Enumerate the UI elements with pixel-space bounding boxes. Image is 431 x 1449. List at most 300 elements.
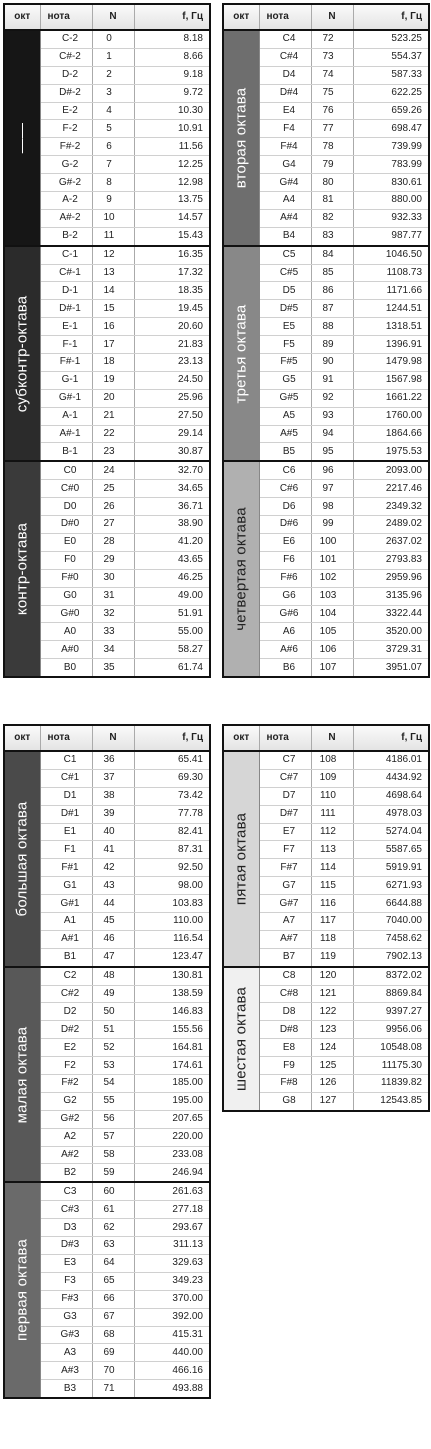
- note-number: 112: [311, 823, 353, 841]
- note-frequency: 1244.51: [353, 300, 429, 318]
- note-number: 117: [311, 913, 353, 931]
- note-frequency: 659.26: [353, 102, 429, 120]
- octave-label: контр-октава: [13, 523, 31, 616]
- note-number: 41: [92, 841, 134, 859]
- header-freq: f, Гц: [353, 725, 429, 751]
- note-number: 122: [311, 1003, 353, 1021]
- note-frequency: 58.27: [134, 641, 210, 659]
- note-name: F#-2: [40, 138, 92, 156]
- note-number: 78: [311, 138, 353, 156]
- note-frequency: 1108.73: [353, 264, 429, 282]
- note-number: 83: [311, 227, 353, 245]
- note-number: 10: [92, 209, 134, 227]
- note-number: 75: [311, 84, 353, 102]
- note-number: 127: [311, 1092, 353, 1110]
- note-frequency: 5274.04: [353, 823, 429, 841]
- note-frequency: 3135.96: [353, 587, 429, 605]
- note-number: 93: [311, 407, 353, 425]
- table-row: [223, 461, 429, 479]
- note-number: 64: [92, 1254, 134, 1272]
- note-number: 67: [92, 1308, 134, 1326]
- note-number: 24: [92, 461, 134, 479]
- note-frequency: 554.37: [353, 48, 429, 66]
- note-frequency: 5919.91: [353, 859, 429, 877]
- note-frequency: 12543.85: [353, 1092, 429, 1110]
- note-frequency: 155.56: [134, 1021, 210, 1039]
- note-frequency: 1171.66: [353, 282, 429, 300]
- note-name: G#3: [40, 1326, 92, 1344]
- note-name: C#-1: [40, 264, 92, 282]
- note-number: 50: [92, 1003, 134, 1021]
- note-frequency: 932.33: [353, 209, 429, 227]
- note-name: G#1: [40, 895, 92, 913]
- note-number: 54: [92, 1075, 134, 1093]
- note-number: 40: [92, 823, 134, 841]
- note-number: 116: [311, 895, 353, 913]
- note-frequency: 311.13: [134, 1237, 210, 1255]
- note-number: 60: [92, 1182, 134, 1200]
- note-number: 51: [92, 1021, 134, 1039]
- note-number: 113: [311, 841, 353, 859]
- note-number: 62: [92, 1219, 134, 1237]
- note-number: 114: [311, 859, 353, 877]
- note-number: 110: [311, 787, 353, 805]
- note-name: E-1: [40, 318, 92, 336]
- note-name: F1: [40, 841, 92, 859]
- note-frequency: 880.00: [353, 192, 429, 210]
- note-number: 30: [92, 569, 134, 587]
- note-number: 109: [311, 769, 353, 787]
- octave-cell: [223, 967, 259, 1111]
- table-row: [223, 751, 429, 769]
- note-number: 90: [311, 354, 353, 372]
- note-name: G#5: [259, 389, 311, 407]
- octave-cell: [4, 246, 40, 462]
- note-frequency: 277.18: [134, 1201, 210, 1219]
- note-name: F4: [259, 120, 311, 138]
- note-frequency: 2093.00: [353, 461, 429, 479]
- note-name: D0: [40, 498, 92, 516]
- note-number: 53: [92, 1057, 134, 1075]
- note-name: A#5: [259, 425, 311, 443]
- note-frequency: 19.45: [134, 300, 210, 318]
- note-name: A#-1: [40, 425, 92, 443]
- note-name: C#8: [259, 985, 311, 1003]
- note-name: F#2: [40, 1075, 92, 1093]
- note-name: D8: [259, 1003, 311, 1021]
- note-number: 21: [92, 407, 134, 425]
- note-name: E1: [40, 823, 92, 841]
- note-number: 66: [92, 1290, 134, 1308]
- note-frequency: 233.08: [134, 1146, 210, 1164]
- note-name: C4: [259, 30, 311, 48]
- note-table: [222, 724, 430, 1112]
- note-name: B5: [259, 443, 311, 461]
- octave-cell: [223, 30, 259, 246]
- note-name: D#2: [40, 1021, 92, 1039]
- note-frequency: 13.75: [134, 192, 210, 210]
- note-frequency: 4434.92: [353, 769, 429, 787]
- note-number: 98: [311, 498, 353, 516]
- note-frequency: 4978.03: [353, 805, 429, 823]
- note-frequency: 21.83: [134, 336, 210, 354]
- note-name: D#7: [259, 805, 311, 823]
- note-name: A#7: [259, 930, 311, 948]
- note-name: G-2: [40, 156, 92, 174]
- note-number: 13: [92, 264, 134, 282]
- table-row: [223, 967, 429, 985]
- octave-cell: [4, 967, 40, 1183]
- note-name: C#2: [40, 985, 92, 1003]
- note-number: 61: [92, 1201, 134, 1219]
- note-frequency: 587.33: [353, 66, 429, 84]
- note-name: D#8: [259, 1021, 311, 1039]
- note-number: 58: [92, 1146, 134, 1164]
- note-name: F#7: [259, 859, 311, 877]
- note-name: G#6: [259, 605, 311, 623]
- note-name: D-1: [40, 282, 92, 300]
- note-number: 123: [311, 1021, 353, 1039]
- note-frequency: 392.00: [134, 1308, 210, 1326]
- note-number: 82: [311, 209, 353, 227]
- note-frequency: 61.74: [134, 659, 210, 677]
- note-number: 86: [311, 282, 353, 300]
- note-table: [3, 724, 211, 1399]
- header-row: [4, 4, 210, 30]
- note-name: D#-1: [40, 300, 92, 318]
- note-name: B1: [40, 948, 92, 966]
- note-number: 76: [311, 102, 353, 120]
- note-name: F9: [259, 1057, 311, 1075]
- note-number: 120: [311, 967, 353, 985]
- note-name: G#7: [259, 895, 311, 913]
- note-number: 105: [311, 623, 353, 641]
- note-number: 81: [311, 192, 353, 210]
- note-name: D2: [40, 1003, 92, 1021]
- note-number: 5: [92, 120, 134, 138]
- note-name: C#6: [259, 480, 311, 498]
- note-name: F#5: [259, 354, 311, 372]
- note-frequency: 830.61: [353, 174, 429, 192]
- note-name: F2: [40, 1057, 92, 1075]
- note-name: C3: [40, 1182, 92, 1200]
- note-number: 115: [311, 877, 353, 895]
- note-number: 4: [92, 102, 134, 120]
- octave-label: первая октава: [13, 1239, 31, 1342]
- note-frequency: 10.30: [134, 102, 210, 120]
- table-row: [223, 30, 429, 48]
- note-number: 119: [311, 948, 353, 966]
- note-number: 19: [92, 371, 134, 389]
- note-frequency: 2793.83: [353, 551, 429, 569]
- note-name: F0: [40, 551, 92, 569]
- octave-label: субконтр-октава: [13, 295, 31, 412]
- note-frequency: 20.60: [134, 318, 210, 336]
- note-name: C5: [259, 246, 311, 264]
- note-frequency: 174.61: [134, 1057, 210, 1075]
- note-frequency: 130.81: [134, 967, 210, 985]
- note-name: F-2: [40, 120, 92, 138]
- header-oct: окт: [223, 725, 259, 751]
- note-number: 63: [92, 1237, 134, 1255]
- note-name: C-2: [40, 30, 92, 48]
- octave-label: третья октава: [232, 304, 250, 403]
- note-name: F5: [259, 336, 311, 354]
- note-frequency: 103.83: [134, 895, 210, 913]
- note-frequency: 73.42: [134, 787, 210, 805]
- octave-cell: [223, 461, 259, 677]
- table-row: [223, 246, 429, 264]
- note-number: 46: [92, 930, 134, 948]
- note-name: F7: [259, 841, 311, 859]
- note-name: A#4: [259, 209, 311, 227]
- note-frequency: 14.57: [134, 209, 210, 227]
- note-number: 108: [311, 751, 353, 769]
- note-frequency: 3951.07: [353, 659, 429, 677]
- note-number: 20: [92, 389, 134, 407]
- note-name: D#-2: [40, 84, 92, 102]
- note-frequency: 8.18: [134, 30, 210, 48]
- octave-label: малая октава: [13, 1026, 31, 1123]
- note-name: F#-1: [40, 354, 92, 372]
- note-frequency: 622.25: [353, 84, 429, 102]
- note-frequency: 1661.22: [353, 389, 429, 407]
- note-frequency: 24.50: [134, 371, 210, 389]
- note-name: A3: [40, 1344, 92, 1362]
- note-name: D#6: [259, 516, 311, 534]
- note-name: C#0: [40, 480, 92, 498]
- note-number: 102: [311, 569, 353, 587]
- header-note: нота: [40, 4, 92, 30]
- note-number: 18: [92, 354, 134, 372]
- note-name: G2: [40, 1092, 92, 1110]
- note-number: 65: [92, 1272, 134, 1290]
- note-number: 59: [92, 1164, 134, 1182]
- note-frequency: 110.00: [134, 913, 210, 931]
- note-number: 118: [311, 930, 353, 948]
- note-name: E2: [40, 1039, 92, 1057]
- note-number: 16: [92, 318, 134, 336]
- table-row: [4, 461, 210, 479]
- note-frequency: 11175.30: [353, 1057, 429, 1075]
- note-number: 70: [92, 1362, 134, 1380]
- note-name: E-2: [40, 102, 92, 120]
- header-n: N: [92, 4, 134, 30]
- note-frequency: 739.99: [353, 138, 429, 156]
- note-name: G#-2: [40, 174, 92, 192]
- note-name: A1: [40, 913, 92, 931]
- note-name: C#4: [259, 48, 311, 66]
- note-name: D3: [40, 1219, 92, 1237]
- note-name: A2: [40, 1128, 92, 1146]
- note-frequency: 185.00: [134, 1075, 210, 1093]
- note-name: A#2: [40, 1146, 92, 1164]
- octave-cell: [4, 1182, 40, 1398]
- note-table: [3, 3, 211, 678]
- note-name: C#5: [259, 264, 311, 282]
- note-number: 57: [92, 1128, 134, 1146]
- note-frequency: 523.25: [353, 30, 429, 48]
- octave-label: пятая октава: [232, 812, 250, 905]
- note-name: B6: [259, 659, 311, 677]
- note-number: 55: [92, 1092, 134, 1110]
- note-number: 0: [92, 30, 134, 48]
- note-name: G4: [259, 156, 311, 174]
- note-name: C8: [259, 967, 311, 985]
- note-number: 100: [311, 533, 353, 551]
- note-frequency: 329.63: [134, 1254, 210, 1272]
- note-number: 96: [311, 461, 353, 479]
- note-number: 32: [92, 605, 134, 623]
- note-number: 22: [92, 425, 134, 443]
- octave-label: четвертая октава: [232, 507, 250, 631]
- note-number: 35: [92, 659, 134, 677]
- note-name: A#3: [40, 1362, 92, 1380]
- note-frequency: 46.25: [134, 569, 210, 587]
- note-name: C-1: [40, 246, 92, 264]
- note-number: 106: [311, 641, 353, 659]
- note-frequency: 7040.00: [353, 913, 429, 931]
- note-name: B2: [40, 1164, 92, 1182]
- note-number: 88: [311, 318, 353, 336]
- note-frequency: 164.81: [134, 1039, 210, 1057]
- note-name: B-1: [40, 443, 92, 461]
- header-row: [4, 725, 210, 751]
- note-frequency: 6644.88: [353, 895, 429, 913]
- note-number: 97: [311, 480, 353, 498]
- note-name: G#0: [40, 605, 92, 623]
- note-name: G-1: [40, 371, 92, 389]
- note-frequency: 25.96: [134, 389, 210, 407]
- note-frequency: 65.41: [134, 751, 210, 769]
- note-number: 89: [311, 336, 353, 354]
- note-number: 48: [92, 967, 134, 985]
- octave-label: ——: [13, 122, 31, 154]
- note-frequency: 246.94: [134, 1164, 210, 1182]
- note-name: A5: [259, 407, 311, 425]
- octave-label: вторая октава: [232, 87, 250, 189]
- note-name: G1: [40, 877, 92, 895]
- note-frequency: 293.67: [134, 1219, 210, 1237]
- note-name: F6: [259, 551, 311, 569]
- table-row: [4, 751, 210, 769]
- note-name: C6: [259, 461, 311, 479]
- note-name: F#0: [40, 569, 92, 587]
- note-number: 2: [92, 66, 134, 84]
- header-row: [223, 725, 429, 751]
- note-name: F3: [40, 1272, 92, 1290]
- note-number: 47: [92, 948, 134, 966]
- note-frequency: 82.41: [134, 823, 210, 841]
- note-name: C#7: [259, 769, 311, 787]
- note-name: A-2: [40, 192, 92, 210]
- note-frequency: 3729.31: [353, 641, 429, 659]
- note-frequency: 69.30: [134, 769, 210, 787]
- note-frequency: 1318.51: [353, 318, 429, 336]
- note-number: 26: [92, 498, 134, 516]
- note-frequency: 55.00: [134, 623, 210, 641]
- octave-cell: [223, 246, 259, 462]
- note-number: 80: [311, 174, 353, 192]
- note-frequency: 12.98: [134, 174, 210, 192]
- note-number: 27: [92, 516, 134, 534]
- table-great-to-first: [3, 724, 209, 1399]
- note-name: D6: [259, 498, 311, 516]
- note-name: E4: [259, 102, 311, 120]
- octave-cell: [4, 30, 40, 246]
- note-name: C#3: [40, 1201, 92, 1219]
- octave-cell: [4, 461, 40, 677]
- note-number: 95: [311, 443, 353, 461]
- note-number: 15: [92, 300, 134, 318]
- note-name: G8: [259, 1092, 311, 1110]
- note-name: D1: [40, 787, 92, 805]
- note-number: 103: [311, 587, 353, 605]
- note-number: 9: [92, 192, 134, 210]
- note-number: 68: [92, 1326, 134, 1344]
- note-name: C0: [40, 461, 92, 479]
- note-name: G7: [259, 877, 311, 895]
- note-name: G#-1: [40, 389, 92, 407]
- note-frequency: 987.77: [353, 227, 429, 245]
- note-frequency: 92.50: [134, 859, 210, 877]
- note-frequency: 7902.13: [353, 948, 429, 966]
- note-frequency: 1046.50: [353, 246, 429, 264]
- note-number: 56: [92, 1110, 134, 1128]
- table-subcontr-to-contr: [3, 3, 209, 678]
- note-frequency: 49.00: [134, 587, 210, 605]
- note-frequency: 16.35: [134, 246, 210, 264]
- note-frequency: 116.54: [134, 930, 210, 948]
- note-frequency: 415.31: [134, 1326, 210, 1344]
- note-frequency: 3322.44: [353, 605, 429, 623]
- note-name: C2: [40, 967, 92, 985]
- note-number: 104: [311, 605, 353, 623]
- note-name: A-1: [40, 407, 92, 425]
- note-frequency: 2217.46: [353, 480, 429, 498]
- note-number: 111: [311, 805, 353, 823]
- note-frequency: 493.88: [134, 1380, 210, 1398]
- note-name: E0: [40, 533, 92, 551]
- note-frequency: 138.59: [134, 985, 210, 1003]
- note-number: 99: [311, 516, 353, 534]
- note-number: 52: [92, 1039, 134, 1057]
- header-oct: окт: [223, 4, 259, 30]
- note-frequency: 3520.00: [353, 623, 429, 641]
- note-frequency: 29.14: [134, 425, 210, 443]
- note-frequency: 8372.02: [353, 967, 429, 985]
- note-name: B3: [40, 1380, 92, 1398]
- note-frequency: 1760.00: [353, 407, 429, 425]
- note-name: G0: [40, 587, 92, 605]
- note-number: 91: [311, 371, 353, 389]
- note-name: G#4: [259, 174, 311, 192]
- note-number: 37: [92, 769, 134, 787]
- note-number: 25: [92, 480, 134, 498]
- note-number: 69: [92, 1344, 134, 1362]
- note-frequency: 783.99: [353, 156, 429, 174]
- octave-cell: [4, 751, 40, 967]
- note-frequency: 6271.93: [353, 877, 429, 895]
- note-name: A#1: [40, 930, 92, 948]
- note-name: F#3: [40, 1290, 92, 1308]
- note-number: 71: [92, 1380, 134, 1398]
- table-row: [4, 246, 210, 264]
- note-frequency: 98.00: [134, 877, 210, 895]
- note-name: D7: [259, 787, 311, 805]
- note-frequency: 2489.02: [353, 516, 429, 534]
- note-name: E6: [259, 533, 311, 551]
